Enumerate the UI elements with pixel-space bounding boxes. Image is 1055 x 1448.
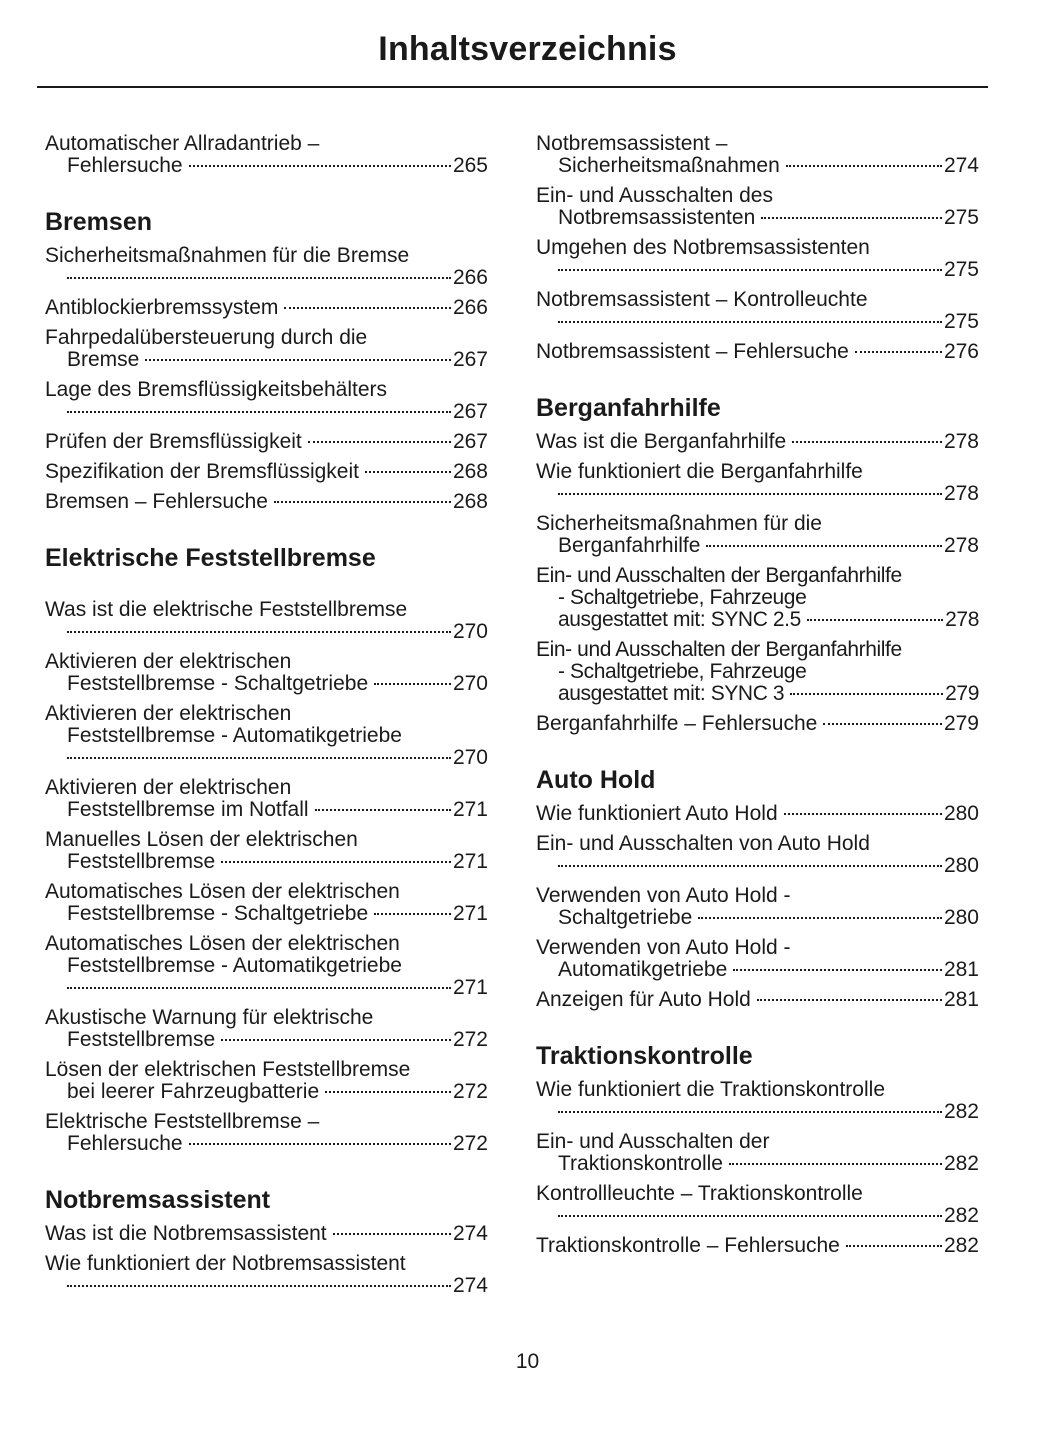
dot-leader <box>374 913 451 915</box>
entry-title: Elektrische Feststellbremse – <box>45 1110 320 1133</box>
entry-leader-line <box>67 977 488 999</box>
entry-title-cont: Automatikgetriebe <box>558 958 728 981</box>
toc-entry[interactable] <box>45 1223 488 1245</box>
toc-entry[interactable] <box>45 829 488 873</box>
dot-leader <box>729 1163 942 1165</box>
entry-title: Ein- und Ausschalten der Berganfahrhilfe <box>536 638 902 661</box>
entry-leader-line <box>536 341 979 363</box>
section-heading-notbremsassistent: Notbremsassistent <box>45 1186 271 1214</box>
entry-title: Notbremsassistent – <box>536 132 728 155</box>
entry-title: Berganfahrhilfe – Fehlersuche <box>536 712 818 735</box>
toc-entry[interactable] <box>45 1253 488 1297</box>
entry-title: Wie funktioniert der Notbremsassistent <box>45 1252 406 1275</box>
entry-leader-line <box>67 621 488 643</box>
toc-entry[interactable] <box>536 289 979 333</box>
entry-title-cont: Feststellbremse im Notfall <box>67 798 309 821</box>
toc-entry[interactable] <box>45 461 488 483</box>
entry-leader-line <box>558 259 979 281</box>
toc-entry[interactable] <box>536 185 979 229</box>
entry-title: Verwenden von Auto Hold - <box>536 936 791 959</box>
entry-title: Automatisches Lösen der elektrischen <box>45 932 400 955</box>
entry-leader-line <box>67 401 488 423</box>
entry-page: 270 <box>452 672 488 695</box>
entry-page: 274 <box>943 154 979 177</box>
entry-title-cont: - Schaltgetriebe, Fahrzeuge <box>558 586 807 609</box>
dot-leader <box>807 619 943 621</box>
entry-leader-line <box>67 1133 488 1155</box>
dot-leader <box>855 351 942 353</box>
dot-leader <box>846 1245 942 1247</box>
dot-leader <box>67 757 451 759</box>
entry-page: 281 <box>943 988 979 1011</box>
toc-entry[interactable] <box>536 133 979 177</box>
toc-entry[interactable] <box>45 133 488 177</box>
entry-page: 278 <box>943 534 979 557</box>
dot-leader <box>67 1285 451 1287</box>
entry-title: Notbremsassistent – Kontrolleuchte <box>536 288 868 311</box>
section-heading-auto-hold: Auto Hold <box>536 766 656 794</box>
entry-leader-line <box>67 903 488 925</box>
dot-leader <box>786 165 942 167</box>
dot-leader <box>733 969 942 971</box>
dot-leader <box>698 917 942 919</box>
entry-title-cont: Bremse <box>67 348 140 371</box>
dot-leader <box>67 411 451 413</box>
toc-entry[interactable] <box>536 989 979 1011</box>
entry-title: Akustische Warnung für elektrische <box>45 1006 374 1029</box>
entry-leader-line <box>536 431 979 453</box>
entry-leader-line <box>558 207 979 229</box>
entry-title-cont: Feststellbremse - Automatikgetriebe <box>67 724 402 747</box>
entry-leader-line <box>67 1081 488 1103</box>
entry-title-cont: Notbremsassistenten <box>558 206 756 229</box>
entry-title-cont: Feststellbremse <box>67 1028 216 1051</box>
toc-entry[interactable] <box>536 1079 979 1123</box>
entry-leader-line <box>67 1275 488 1297</box>
entry-leader-line <box>558 1153 979 1175</box>
entry-leader-line <box>45 491 488 513</box>
entry-title-cont: bei leerer Fahrzeugbatterie <box>67 1080 320 1103</box>
entry-title: Kontrollleuchte – Traktionskontrolle <box>536 1182 863 1205</box>
entry-page: 276 <box>943 340 979 363</box>
dot-leader <box>823 723 942 725</box>
page-number: 10 <box>515 1350 540 1373</box>
toc-entry[interactable] <box>45 379 488 423</box>
entry-title-cont: Fehlersuche <box>67 154 183 177</box>
entry-leader-line <box>558 155 979 177</box>
entry-page: 282 <box>943 1100 979 1123</box>
entry-leader-line <box>558 855 979 877</box>
toc-entry[interactable] <box>45 599 488 643</box>
entry-page: 270 <box>452 620 488 643</box>
dot-leader <box>308 441 451 443</box>
dot-leader <box>558 1215 942 1217</box>
entry-page: 271 <box>452 850 488 873</box>
toc-entry[interactable] <box>45 327 488 371</box>
entry-page: 279 <box>943 712 979 735</box>
entry-title-cont: Berganfahrhilfe <box>558 534 701 557</box>
dot-leader <box>792 441 942 443</box>
entry-page: 278 <box>943 482 979 505</box>
entry-leader-line <box>558 683 979 705</box>
entry-title-cont: Feststellbremse <box>67 850 216 873</box>
toc-entry[interactable] <box>536 639 979 705</box>
entry-title: Verwenden von Auto Hold - <box>536 884 791 907</box>
toc-entry[interactable] <box>536 237 979 281</box>
entry-page: 274 <box>452 1274 488 1297</box>
entry-leader-line <box>45 461 488 483</box>
entry-leader-line <box>67 349 488 371</box>
entry-title: Aktivieren der elektrischen <box>45 650 292 673</box>
toc-entry[interactable] <box>45 1111 488 1155</box>
entry-title: Lage des Bremsflüssigkeitsbehälters <box>45 378 388 401</box>
toc-entry[interactable] <box>536 713 979 735</box>
entry-page: 280 <box>943 854 979 877</box>
entry-leader-line <box>558 907 979 929</box>
entry-title-cont: ausgestattet mit: SYNC 2.5 <box>558 608 801 631</box>
entry-leader-line <box>45 1223 488 1245</box>
dot-leader <box>221 1039 451 1041</box>
page-title: Inhaltsverzeichnis <box>378 30 677 68</box>
dot-leader <box>67 277 451 279</box>
toc-entry[interactable] <box>536 1235 979 1257</box>
entry-title: Umgehen des Notbremsassistenten <box>536 236 870 259</box>
section-heading-bremsen: Bremsen <box>45 208 152 236</box>
entry-page: 279 <box>945 682 979 705</box>
entry-title: Anzeigen für Auto Hold <box>536 988 751 1011</box>
toc-entry[interactable] <box>536 513 979 557</box>
dot-leader <box>284 307 451 309</box>
toc-entry[interactable] <box>45 1007 488 1051</box>
entry-title-cont: Schaltgetriebe <box>558 906 693 929</box>
toc-entry[interactable] <box>45 297 488 319</box>
toc-entry[interactable] <box>536 1131 979 1175</box>
entry-page: 282 <box>943 1234 979 1257</box>
entry-page: 268 <box>452 460 488 483</box>
toc-entry[interactable] <box>45 245 488 289</box>
entry-page: 272 <box>452 1132 488 1155</box>
entry-page: 280 <box>943 802 979 825</box>
entry-page: 281 <box>943 958 979 981</box>
toc-entry[interactable] <box>45 1059 488 1103</box>
dot-leader <box>67 987 451 989</box>
entry-page: 271 <box>452 902 488 925</box>
entry-leader-line <box>45 431 488 453</box>
entry-leader-line <box>67 799 488 821</box>
entry-leader-line <box>67 155 488 177</box>
entry-leader-line <box>536 989 979 1011</box>
entry-leader-line <box>67 1029 488 1051</box>
entry-title: Wie funktioniert die Traktionskontrolle <box>536 1078 885 1101</box>
title-divider <box>37 86 988 88</box>
entry-leader-line <box>558 1205 979 1227</box>
section-heading-berganfahrhilfe: Berganfahrhilfe <box>536 394 721 422</box>
entry-title: Sicherheitsmaßnahmen für die Bremse <box>45 244 410 267</box>
entry-title: Was ist die Berganfahrhilfe <box>536 430 787 453</box>
entry-leader-line <box>67 747 488 769</box>
entry-leader-line <box>536 803 979 825</box>
entry-page: 266 <box>452 266 488 289</box>
dot-leader <box>558 269 942 271</box>
dot-leader <box>333 1233 451 1235</box>
entry-page: 266 <box>452 296 488 319</box>
entry-page: 270 <box>452 746 488 769</box>
entry-title: Ein- und Ausschalten des <box>536 184 773 207</box>
toc-entry[interactable] <box>45 651 488 695</box>
entry-title-cont: Feststellbremse - Schaltgetriebe <box>67 902 369 925</box>
dot-leader <box>189 1143 451 1145</box>
entry-page: 271 <box>452 798 488 821</box>
entry-title: Prüfen der Bremsflüssigkeit <box>45 430 302 453</box>
entry-page: 275 <box>943 258 979 281</box>
entry-leader-line <box>67 851 488 873</box>
entry-title: Ein- und Ausschalten von Auto Hold <box>536 832 870 855</box>
entry-page: 275 <box>943 206 979 229</box>
toc-entry[interactable] <box>45 881 488 925</box>
dot-leader <box>558 1111 942 1113</box>
dot-leader <box>374 683 451 685</box>
toc-entry[interactable] <box>45 703 488 769</box>
entry-page: 267 <box>452 400 488 423</box>
entry-leader-line <box>558 311 979 333</box>
entry-leader-line <box>67 673 488 695</box>
entry-title: Wie funktioniert die Berganfahrhilfe <box>536 460 863 483</box>
entry-title: Ein- und Ausschalten der <box>536 1130 770 1153</box>
entry-leader-line <box>558 483 979 505</box>
entry-page: 274 <box>452 1222 488 1245</box>
dot-leader <box>784 813 942 815</box>
entry-page: 271 <box>452 976 488 999</box>
entry-title: Automatisches Lösen der elektrischen <box>45 880 400 903</box>
toc-entry[interactable] <box>536 803 979 825</box>
entry-title-cont: Sicherheitsmaßnahmen <box>558 154 780 177</box>
entry-page: 265 <box>452 154 488 177</box>
entry-leader-line <box>45 297 488 319</box>
toc-entry[interactable] <box>536 341 979 363</box>
entry-leader-line <box>558 609 979 631</box>
toc-entry[interactable] <box>45 491 488 513</box>
dot-leader <box>558 321 942 323</box>
toc-entry[interactable] <box>536 1183 979 1227</box>
toc-entry[interactable] <box>45 933 488 999</box>
entry-title-cont: - Schaltgetriebe, Fahrzeuge <box>558 660 807 683</box>
entry-page: 272 <box>452 1028 488 1051</box>
entry-title-cont: Traktionskontrolle <box>558 1152 723 1175</box>
dot-leader <box>274 501 451 503</box>
entry-page: 275 <box>943 310 979 333</box>
entry-page: 272 <box>452 1080 488 1103</box>
entry-page: 282 <box>943 1204 979 1227</box>
entry-leader-line <box>67 267 488 289</box>
entry-page: 282 <box>943 1152 979 1175</box>
entry-title: Notbremsassistent – Fehlersuche <box>536 340 849 363</box>
entry-title: Lösen der elektrischen Feststellbremse <box>45 1058 411 1081</box>
entry-title: Automatischer Allradantrieb – <box>45 132 320 155</box>
entry-title-cont: Feststellbremse - Automatikgetriebe <box>67 954 402 977</box>
entry-title-cont: Feststellbremse - Schaltgetriebe <box>67 672 369 695</box>
toc-entry[interactable] <box>45 777 488 821</box>
dot-leader <box>757 999 942 1001</box>
dot-leader <box>706 545 942 547</box>
dot-leader <box>67 631 451 633</box>
entry-title: Manuelles Lösen der elektrischen <box>45 828 358 851</box>
dot-leader <box>790 693 943 695</box>
entry-page: 280 <box>943 906 979 929</box>
entry-title: Traktionskontrolle – Fehlersuche <box>536 1234 840 1257</box>
dot-leader <box>761 217 942 219</box>
entry-title: Antiblockierbremssystem <box>45 296 279 319</box>
entry-title-cont: Fehlersuche <box>67 1132 183 1155</box>
entry-title-cont: ausgestattet mit: SYNC 3 <box>558 682 785 705</box>
dot-leader <box>558 493 942 495</box>
entry-title: Bremsen – Fehlersuche <box>45 490 268 513</box>
entry-leader-line <box>558 535 979 557</box>
entry-page: 278 <box>943 430 979 453</box>
entry-title: Aktivieren der elektrischen <box>45 776 292 799</box>
dot-leader <box>558 865 942 867</box>
entry-page: 267 <box>452 348 488 371</box>
entry-title: Was ist die Notbremsassistent <box>45 1222 327 1245</box>
entry-leader-line <box>558 1101 979 1123</box>
toc-left-column <box>45 133 488 1305</box>
toc-entry[interactable] <box>536 565 979 631</box>
entry-page: 267 <box>452 430 488 453</box>
dot-leader <box>189 165 451 167</box>
dot-leader <box>221 861 451 863</box>
entry-title: Aktivieren der elektrischen <box>45 702 292 725</box>
toc-entry[interactable] <box>536 885 979 929</box>
entry-title: Fahrpedalübersteuerung durch die <box>45 326 368 349</box>
dot-leader <box>365 471 451 473</box>
toc-entry[interactable] <box>45 431 488 453</box>
entry-leader-line <box>558 959 979 981</box>
dot-leader <box>145 359 451 361</box>
toc-right-column <box>536 133 979 1265</box>
dot-leader <box>315 809 451 811</box>
entry-title: Spezifikation der Bremsflüssigkeit <box>45 460 359 483</box>
section-heading-feststellbremse: Elektrische Feststellbremse <box>45 544 376 572</box>
entry-title: Ein- und Ausschalten der Berganfahrhilfe <box>536 564 902 587</box>
entry-title: Was ist die elektrische Feststellbremse <box>45 598 408 621</box>
toc-entry[interactable] <box>536 431 979 453</box>
dot-leader <box>325 1091 451 1093</box>
entry-leader-line <box>536 713 979 735</box>
section-heading-traktionskontrolle: Traktionskontrolle <box>536 1042 753 1070</box>
toc-entry[interactable] <box>536 937 979 981</box>
entry-title: Sicherheitsmaßnahmen für die <box>536 512 822 535</box>
entry-title: Wie funktioniert Auto Hold <box>536 802 778 825</box>
entry-leader-line <box>536 1235 979 1257</box>
entry-page: 278 <box>945 608 979 631</box>
entry-page: 268 <box>452 490 488 513</box>
toc-entry[interactable] <box>536 833 979 877</box>
toc-entry[interactable] <box>536 461 979 505</box>
